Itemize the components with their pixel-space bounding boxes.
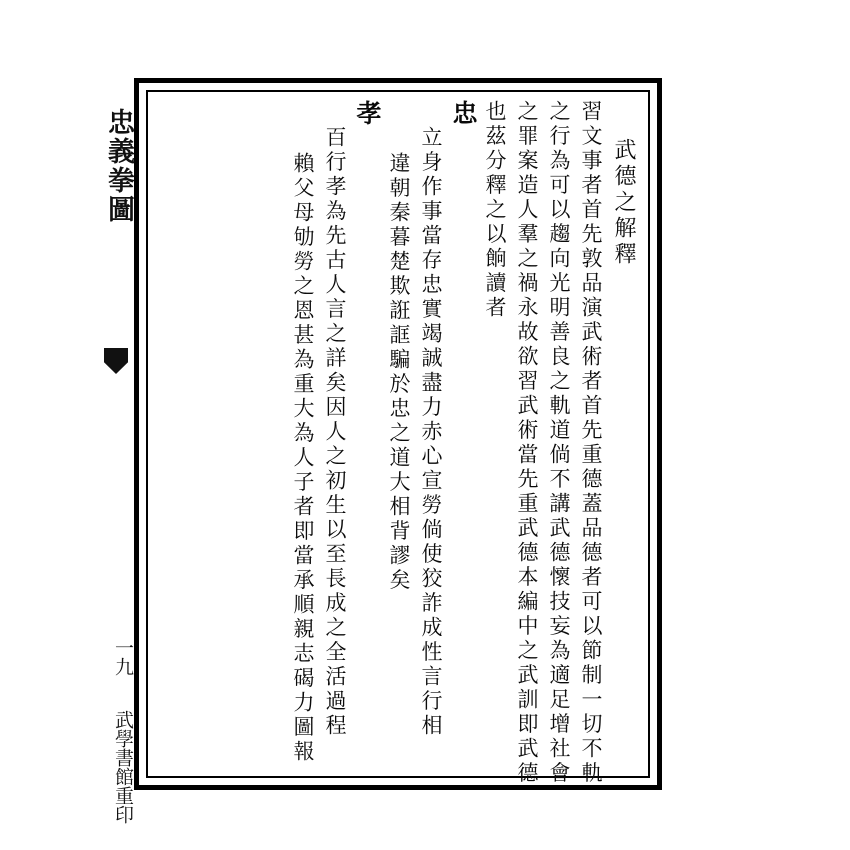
page-spine bbox=[98, 78, 134, 824]
text-column: 之行為可以趨向光明善良之軌道倘不講武德懷技妄為適足增社會 bbox=[547, 100, 571, 786]
subsection-title-zhong: 忠 bbox=[449, 100, 478, 129]
text-column: 違朝秦暮楚欺誑誆騙於忠之道大相背謬矣 bbox=[387, 152, 411, 593]
page-number: 一九 bbox=[112, 638, 134, 676]
publisher-imprint: 武學書館重印 bbox=[112, 710, 134, 824]
section-heading: 武德之解釋 bbox=[611, 138, 636, 268]
text-column: 賴父母劬勞之恩甚為重大為人子者即當承順親志碣力圖報 bbox=[291, 152, 315, 765]
text-column: 百行孝為先古人言之詳矣因人之初生以至長成之全活過程 bbox=[323, 126, 347, 739]
text-column: 之罪案造人羣之禍永故欲習武術當先重武德本編中之武訓即武德 bbox=[515, 100, 539, 786]
spine-fish-tail-mark-icon bbox=[104, 348, 128, 374]
text-column: 立身作事當存忠實竭誠盡力赤心宣勞倘使狡詐成性言行相 bbox=[419, 126, 443, 739]
text-body bbox=[160, 100, 638, 786]
text-column: 也茲分釋之以餉讀者 bbox=[483, 100, 507, 321]
text-column: 習文事者首先敦品演武術者首先重德蓋品德者可以節制一切不軌 bbox=[579, 100, 603, 786]
subsection-title-xiao: 孝 bbox=[353, 100, 382, 129]
spine-book-title: 忠義拳圖 bbox=[103, 108, 134, 224]
